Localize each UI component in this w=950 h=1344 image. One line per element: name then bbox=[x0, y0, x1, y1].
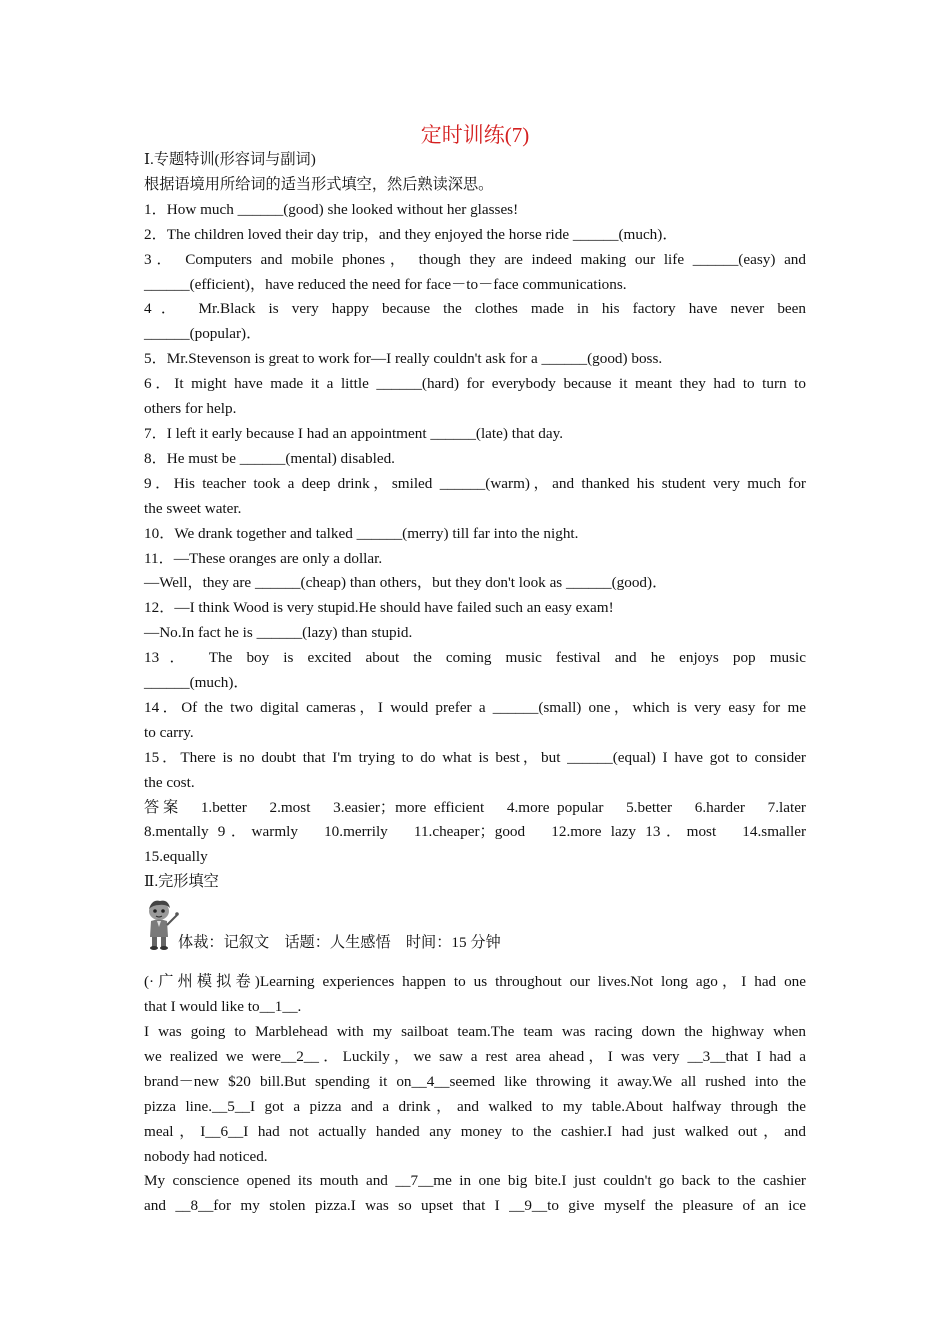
passage-line: (·广州模拟卷)Learning experiences happen to us throughout our lives.Not long ago，I had one bbox=[144, 973, 806, 991]
passage-line: brand－new $20 bill.But spending it on__4__seemed like throwing it away.We all rushed into the bbox=[144, 1072, 806, 1090]
exercise-line: 11．—These oranges are only a dollar. bbox=[144, 549, 383, 567]
exercise-line: 12．—I think Wood is very stupid.He should have failed such an easy exam! bbox=[144, 599, 614, 617]
exercise-line: 7．I left it early because I had an appointment ______(late) that day. bbox=[144, 424, 564, 442]
exercise-line: 9．His teacher took a deep drink，smiled ______(warm)，and thanked his student very much for bbox=[144, 474, 806, 492]
exercise-line: ______(popular)． bbox=[144, 325, 262, 343]
passage-meta-row bbox=[144, 895, 806, 955]
passage-line: nobody had noticed. bbox=[144, 1147, 268, 1165]
passage-line: I was going to Marblehead with my sailboat team.The team was racing down the highway when bbox=[144, 1023, 806, 1040]
page-title: 定时训练(7) bbox=[420, 123, 530, 147]
exercise-line: 5．Mr.Stevenson is great to work for—I really couldn't ask for a ______(good) boss. bbox=[144, 350, 663, 368]
passage-meta: 体裁：记叙文 话题：人生感悟 时间：15 分钟 bbox=[178, 934, 501, 952]
exercise-line: 14．Of the two digital cameras，I would prefer a ______(small) one，which is very easy for me bbox=[144, 698, 806, 716]
exercise-line: others for help. bbox=[144, 400, 237, 418]
passage-line: meal，I__6__I had not actually handed any money to the cashier.I had just walked out，and bbox=[144, 1122, 806, 1140]
exercise-line: the cost. bbox=[144, 773, 195, 791]
section1-heading: Ⅰ.专题特训(形容词与副词) bbox=[144, 151, 316, 168]
passage-line: pizza line.__5__I got a pizza and a drink，and walked to my table.About halfway through the bbox=[144, 1097, 806, 1115]
exercise-line: 8．He must be ______(mental) disabled. bbox=[144, 449, 395, 467]
section2-heading: Ⅱ.完形填空 bbox=[144, 873, 219, 891]
exercise-line: 10．We drank together and talked ______(merry) till far into the night. bbox=[144, 524, 579, 542]
exercise-line: 13． The boy is excited about the coming music festival and he enjoys pop music bbox=[144, 649, 806, 667]
exercise-line: 15．There is no doubt that I'm trying to do what is best，but ______(equal) I have got to consider bbox=[144, 748, 806, 766]
passage-line: that I would like to__1__. bbox=[144, 998, 302, 1016]
passage-line: My conscience opened its mouth and __7__me in one big bite.I just couldn't go back to the cashier bbox=[144, 1172, 806, 1190]
exercise-line: 6．It might have made it a little ______(hard) for everybody because it meant they had to turn to bbox=[144, 375, 806, 393]
passage-line: we realized we were__2__．Luckily，we saw a rest area ahead，I was very __3__that I had a bbox=[144, 1047, 806, 1065]
exercise-line: —No.In fact he is ______(lazy) than stupid. bbox=[144, 624, 413, 642]
exercise-line: 4． Mr.Black is very happy because the clothes made in his factory have never been bbox=[144, 300, 806, 318]
answer-line: 15.equally bbox=[144, 848, 208, 866]
exercise-line: 1．How much ______(good) she looked without her glasses! bbox=[144, 200, 519, 218]
exercise-line: —Well，they are ______(cheap) than others，but they don't look as ______(good)． bbox=[144, 574, 668, 592]
answer-line: 答案 1.better 2.most 3.easier；more efficient 4.more popular 5.better 6.harder 7.later bbox=[144, 798, 806, 816]
exercise-line: 2．The children loved their day trip，and they enjoyed the horse ride ______(much)． bbox=[144, 225, 678, 243]
exercise-line: to carry. bbox=[144, 723, 194, 741]
answer-line: 8.mentally 9．warmly 10.merrily 11.cheaper；good 12.more lazy 13．most 14.smaller bbox=[144, 823, 806, 841]
exercise-line: the sweet water. bbox=[144, 499, 242, 517]
exercise-line: ______(efficient)，have reduced the need for face－to－face communications. bbox=[144, 275, 627, 293]
document-page bbox=[144, 118, 806, 1219]
exercise-line: ______(much)． bbox=[144, 674, 249, 692]
section1-instruction: 根据语境用所给词的适当形式填空，然后熟读深思。 bbox=[144, 175, 494, 193]
cartoon-teacher-icon bbox=[144, 897, 180, 955]
exercise-line: 3． Computers and mobile phones， though they are indeed making our life ______(easy) and bbox=[144, 250, 806, 268]
passage-line: and __8__for my stolen pizza.I was so upset that I __9__to give myself the pleasure of an ice bbox=[144, 1197, 806, 1215]
